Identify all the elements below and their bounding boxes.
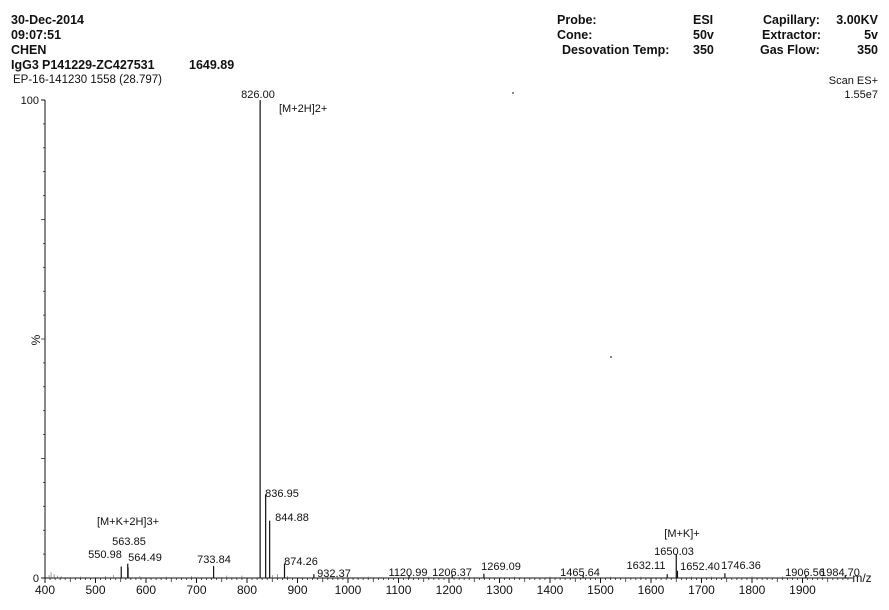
y-tick-label-0: 0 — [32, 573, 39, 585]
gasflow-label: Gas Flow: — [760, 43, 820, 57]
probe-label: Probe: — [557, 13, 597, 27]
sample-mass: 1649.89 — [189, 58, 235, 72]
scan-intensity: 1.55e7 — [844, 89, 878, 101]
sample-id: P141229-ZC427531 — [42, 58, 155, 72]
peak-label-550.98: 550.98 — [88, 549, 122, 561]
peak-label-1632.11: 1632.11 — [626, 560, 666, 572]
peak-label-1906.56: 1906.56 — [785, 567, 825, 579]
artifact-dot — [610, 356, 612, 358]
desolvation-label: Desovation Temp: — [562, 43, 670, 57]
annotation--m-2h-2-: [M+2H]2+ — [279, 103, 328, 115]
peak-label-564.49: 564.49 — [128, 552, 162, 564]
acquisition-date: 30-Dec-2014 — [11, 13, 84, 27]
peak-label-1652.40: 1652.40 — [680, 561, 720, 573]
capillary-value: 3.00KV — [836, 13, 878, 27]
peak-label-563.85: 563.85 — [112, 536, 146, 548]
gasflow-value: 350 — [857, 43, 878, 57]
x-tick-label-500: 500 — [85, 583, 106, 597]
y-tick-label-100: 100 — [20, 95, 39, 107]
x-tick-label-1700: 1700 — [688, 583, 715, 597]
capillary-label: Capillary: — [763, 13, 820, 27]
peak-label-1206.37: 1206.37 — [432, 567, 472, 579]
peak-label-874.26: 874.26 — [284, 556, 318, 568]
x-tick-label-1500: 1500 — [587, 583, 614, 597]
x-tick-label-1400: 1400 — [536, 583, 564, 597]
desolvation-value: 350 — [693, 43, 714, 57]
x-tick-label-1300: 1300 — [486, 583, 513, 597]
peak-label-932.37: 932.37 — [317, 568, 351, 580]
peak-label-1269.09: 1269.09 — [481, 561, 521, 573]
peak-label-1746.36: 1746.36 — [721, 560, 761, 572]
extractor-label: Extractor: — [762, 28, 822, 42]
file-info: EP-16-141230 1558 (28.797) — [13, 74, 162, 86]
acquisition-time: 09:07:51 — [11, 28, 62, 42]
peak-label-733.84: 733.84 — [197, 554, 231, 566]
x-tick-label-1200: 1200 — [435, 583, 463, 597]
x-tick-label-600: 600 — [135, 583, 157, 597]
x-tick-label-400: 400 — [34, 583, 56, 597]
x-tick-label-1100: 1100 — [385, 583, 412, 597]
peak-label-1650.03: 1650.03 — [654, 546, 694, 558]
y-axis-label: % — [29, 334, 43, 346]
cone-value: 50v — [693, 28, 714, 42]
extractor-value: 5v — [864, 28, 878, 42]
annotation--m-k-2h-3-: [M+K+2H]3+ — [96, 516, 160, 528]
peak-label-826.00: 826.00 — [241, 89, 275, 101]
x-tick-label-700: 700 — [186, 583, 207, 597]
peak-label-1120.99: 1120.99 — [388, 567, 428, 579]
x-tick-label-800: 800 — [236, 583, 258, 597]
scan-mode: Scan ES+ — [828, 75, 878, 87]
x-tick-label-1800: 1800 — [738, 583, 766, 597]
artifact-dot — [512, 92, 514, 94]
operator-name: CHEN — [11, 43, 47, 57]
probe-value: ESI — [693, 13, 714, 27]
peak-label-1984.70: 1984.70 — [820, 567, 860, 579]
peak-label-836.95: 836.95 — [265, 488, 299, 500]
annotation--m-k-: [M+K]+ — [664, 528, 700, 540]
x-tick-label-1600: 1600 — [637, 583, 665, 597]
peak-label-1465.64: 1465.64 — [560, 567, 600, 579]
x-axis-label: m/z — [852, 571, 872, 585]
x-tick-label-1900: 1900 — [789, 583, 816, 597]
sample-label: IgG3 — [11, 58, 39, 72]
x-tick-label-1000: 1000 — [334, 583, 362, 597]
x-tick-label-900: 900 — [287, 583, 308, 597]
cone-label: Cone: — [557, 28, 593, 42]
peak-label-844.88: 844.88 — [275, 512, 309, 524]
spectrum-peaks — [49, 100, 845, 578]
peak-labels — [88, 89, 860, 580]
